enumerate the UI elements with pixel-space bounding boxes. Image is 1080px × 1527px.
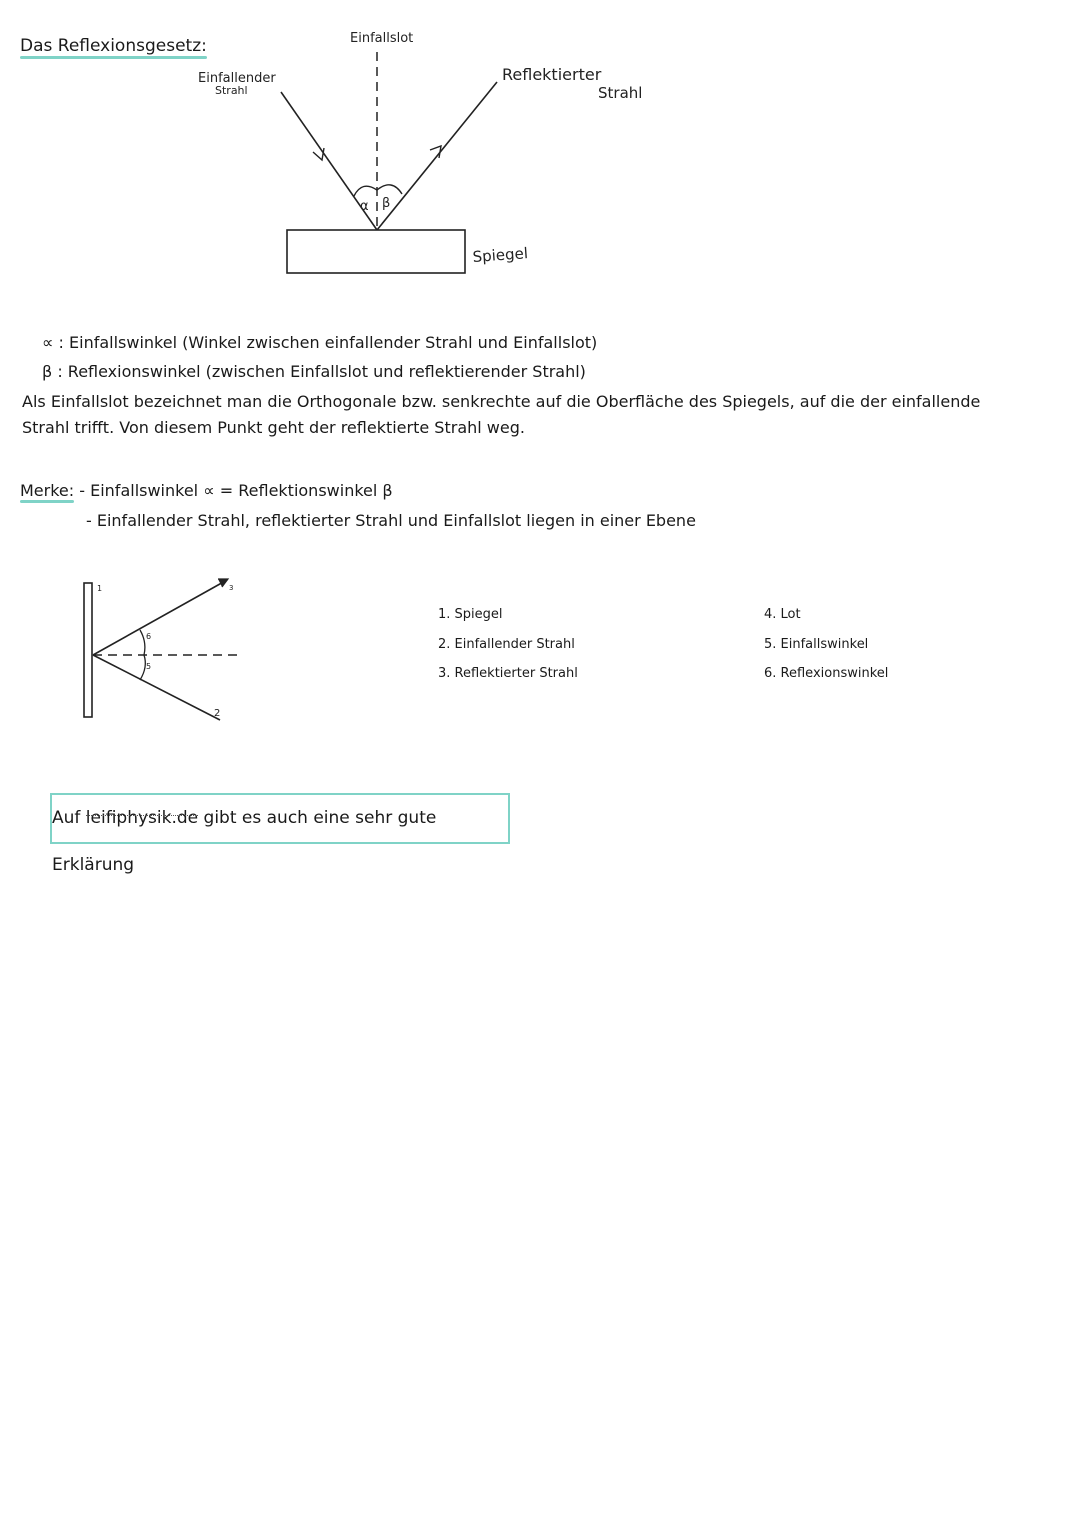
alpha-symbol-def: ∝ [42, 333, 54, 352]
legend-item-6: 6. Reflexionswinkel [764, 666, 889, 681]
merke-line1-prefix: - Einfallswinkel [79, 481, 204, 500]
leifiphysik-link[interactable]: leifiphysik.de [85, 808, 199, 828]
label-num-5: 5 [146, 662, 152, 671]
small-incident-ray [93, 655, 220, 720]
merke-alpha: ∝ [203, 481, 215, 500]
normal-explanation-line2: Strahl trifft. Von diesem Punkt geht der reflektierte Strahl weg. [22, 418, 525, 437]
normal-explanation [22, 389, 1062, 441]
beta-symbol-def: β [42, 362, 53, 381]
alpha-arc [354, 186, 377, 196]
info-box [50, 793, 510, 875]
reflected-ray [377, 82, 497, 230]
merke-beta: β [382, 481, 393, 500]
alpha-definition-text: : Einfallswinkel (Winkel zwischen einfallender Strahl und Einfallslot) [58, 333, 598, 352]
incident-label-line1: Einfallender [198, 71, 276, 86]
beta-definition-text: : Reflexionswinkel (zwischen Einfallslot und reflektierender Strahl) [57, 362, 586, 381]
merke-line2: - Einfallender Strahl, reflektierter Strahl und Einfallslot liegen in einer Ebene [86, 511, 696, 530]
reflection-diagram [0, 0, 1080, 300]
reflected-label-line1: Reflektierter [502, 65, 602, 84]
legend-item-1: 1. Spiegel [438, 607, 503, 622]
beta-symbol: β [382, 196, 391, 211]
incident-label-line2: Strahl [215, 84, 248, 97]
normal-explanation-line1: Als Einfallslot bezeichnet man die Orthogonale bzw. senkrechte auf die Oberfläche des Spiegels, auf die der einfallende [22, 392, 981, 411]
alpha-symbol: α [360, 199, 369, 214]
legend-item-5: 5. Einfallswinkel [764, 636, 869, 652]
legend-item-4: 4. Lot [764, 607, 801, 622]
label-num-6: 6 [146, 632, 152, 641]
page-title: Das Reflexionsgesetz: [20, 36, 207, 56]
legend-col1 [438, 600, 578, 689]
alpha-definition [42, 330, 597, 356]
small-mirror [84, 583, 92, 717]
reflected-arrow-icon [430, 146, 441, 158]
merke-line1 [20, 478, 393, 504]
label-num-4: 4 [224, 640, 225, 641]
merke-line1-mid: = Reflektionswinkel [219, 481, 383, 500]
legend-col2 [764, 600, 888, 689]
small-arc-6 [140, 630, 145, 655]
small-reflected-ray [93, 580, 227, 655]
normal-label: Einfallslot [350, 31, 414, 46]
mirror-rect [287, 230, 465, 273]
mirror-label: Spiegel [472, 244, 529, 266]
merke-label: Merke: [20, 481, 75, 500]
beta-definition [42, 359, 586, 385]
info-suffix: gibt es auch eine sehr gute Erklärung [52, 808, 437, 875]
label-num-2: 2 [214, 708, 221, 719]
info-prefix: Auf [52, 808, 86, 828]
incident-arrow-icon [313, 148, 324, 160]
beta-arc [377, 185, 402, 194]
reflected-label-line2: Strahl [598, 84, 643, 102]
numbered-diagram [60, 570, 260, 730]
small-arrow-icon [218, 579, 228, 587]
legend-item-3: 3. Reflektierter Strahl [438, 666, 578, 681]
label-num-3: 3 [229, 584, 234, 592]
label-num-1: 1 [97, 584, 103, 593]
legend-item-2: 2. Einfallender Strahl [438, 636, 575, 652]
small-arc-5 [140, 655, 145, 680]
